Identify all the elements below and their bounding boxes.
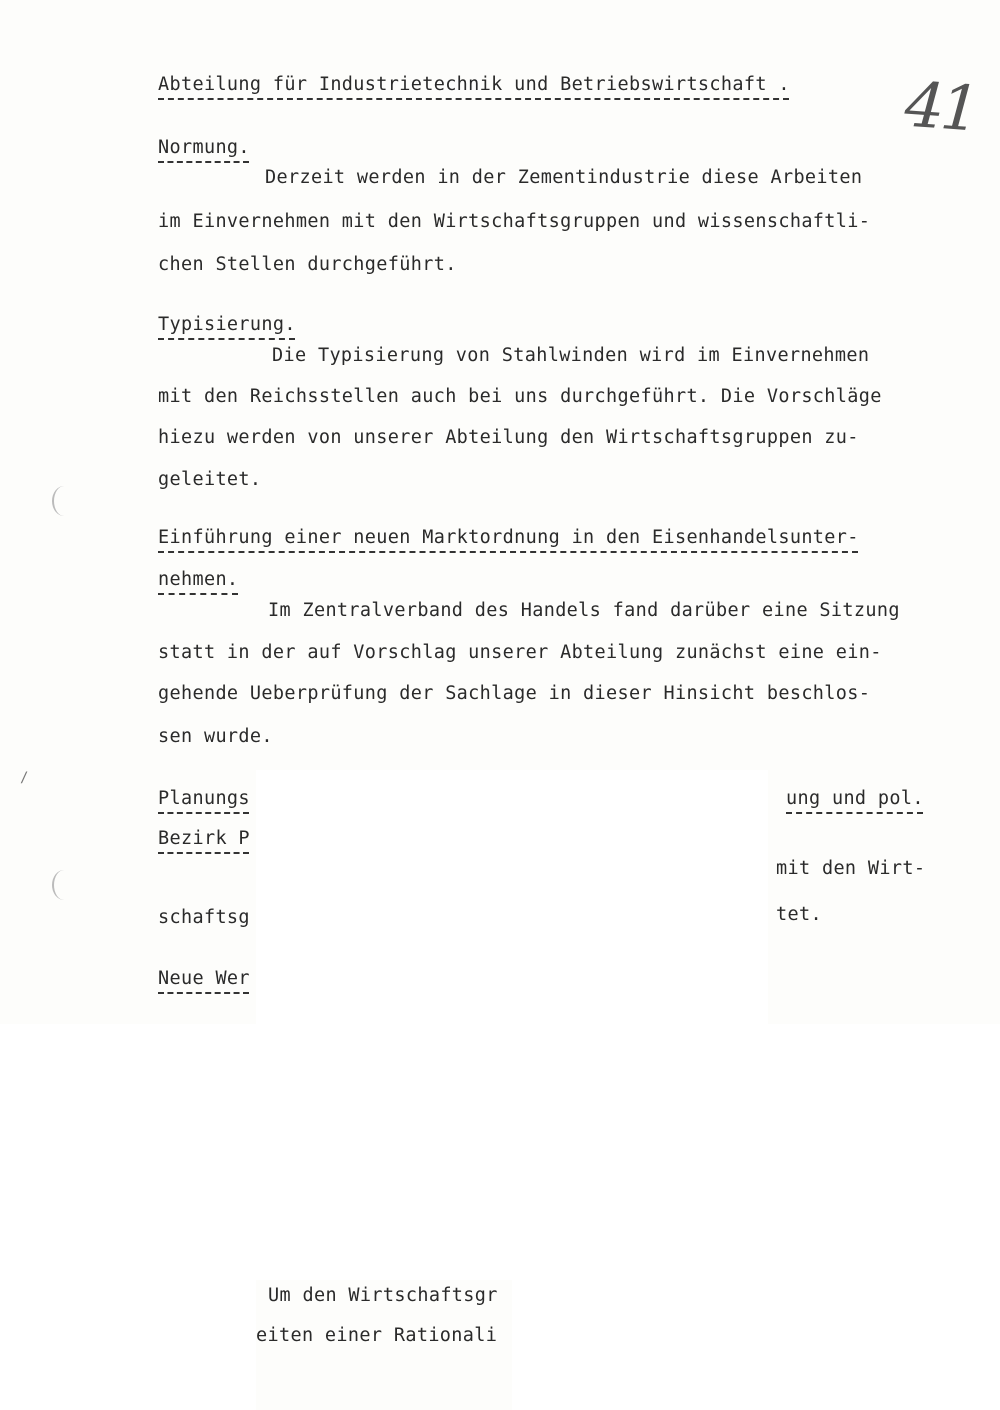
section-heading-planung-right: ung und pol.	[786, 788, 924, 809]
paragraph-line: Um den Wirtschaftsgr	[268, 1285, 498, 1306]
section-heading-bezirk: Bezirk P	[158, 828, 250, 849]
paragraph-line: gehende Ueberprüfung der Sachlage in dieser Hinsicht beschlos-	[158, 683, 871, 704]
paragraph-line: mit den Reichsstellen auch bei uns durchgeführt. Die Vorschläge	[158, 386, 882, 407]
punch-hole-top	[52, 486, 76, 516]
redaction-mask-lower	[0, 1024, 1000, 1280]
section-heading-normung: Normung.	[158, 137, 250, 158]
section-heading-einfuehrung-cont: nehmen.	[158, 569, 239, 590]
section-heading-einfuehrung: Einführung einer neuen Marktordnung in den Eisenhandelsunter-	[158, 527, 859, 548]
punch-hole-bottom	[52, 870, 76, 900]
section-heading-planung: Planungs	[158, 788, 250, 809]
section-heading-typisierung: Typisierung.	[158, 314, 296, 335]
handwritten-page-number: 41	[902, 67, 979, 146]
paragraph-line: chen Stellen durchgeführt.	[158, 254, 457, 275]
section-heading-neue: Neue Wer	[158, 968, 250, 989]
paragraph-line: eiten einer Rationali	[256, 1325, 498, 1346]
paragraph-line: im Einvernehmen mit den Wirtschaftsgruppen und wissenschaftli-	[158, 211, 871, 232]
redaction-mask-bottom-right	[512, 1280, 1000, 1410]
margin-mark: /	[20, 770, 29, 786]
paragraph-line: schaftsg	[158, 907, 250, 928]
paragraph-line: hiezu werden von unserer Abteilung den Wirtschaftsgruppen zu-	[158, 427, 859, 448]
paragraph-line: sen wurde.	[158, 726, 273, 747]
paragraph-line: Die Typisierung von Stahlwinden wird im Einvernehmen	[272, 345, 870, 366]
paragraph-line: mit den Wirt-	[776, 858, 926, 879]
department-heading: Abteilung für Industrietechnik und Betriebswirtschaft .	[158, 74, 790, 95]
paragraph-line: Derzeit werden in der Zementindustrie diese Arbeiten	[265, 167, 863, 188]
redaction-mask-bottom-left	[0, 1280, 256, 1410]
paragraph-line: statt in der auf Vorschlag unserer Abteilung zunächst eine ein-	[158, 642, 882, 663]
redaction-mask-middle	[256, 770, 768, 1024]
paragraph-line: Im Zentralverband des Handels fand darüber eine Sitzung	[268, 600, 900, 621]
paragraph-line: tet.	[776, 904, 822, 925]
paragraph-line: geleitet.	[158, 469, 262, 490]
